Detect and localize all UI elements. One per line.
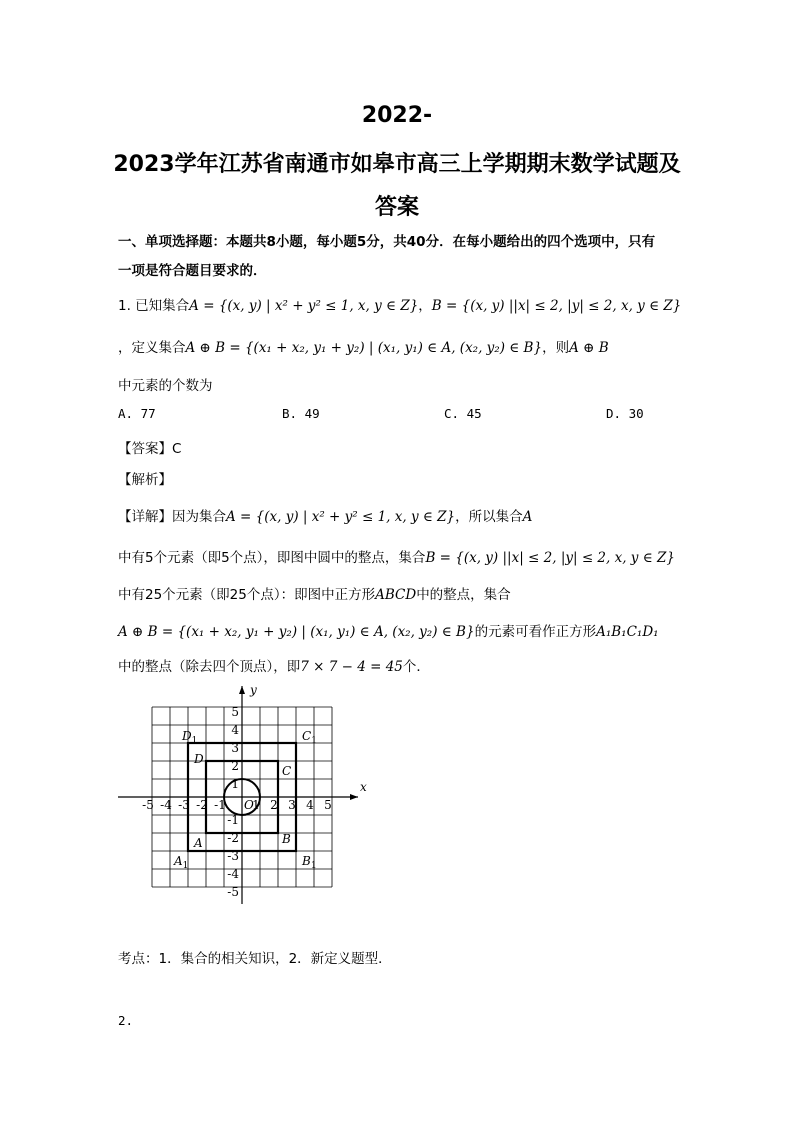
detail-line-3 <box>118 583 511 603</box>
section-heading-2: 一项是符合题目要求的． <box>118 263 267 279</box>
section-heading-1: 一、单项选择题：本题共8小题，每小题5分，共40分．在每小题给出的四个选项中，只有 <box>118 234 656 250</box>
detail-suffix: ，所以集合 <box>455 509 523 525</box>
detail-prefix: 【详解】因为集合 <box>118 509 226 525</box>
footer-note: 考点：1．集合的相关知识，2．新定义题型． <box>118 951 392 967</box>
detail-line-4 <box>118 620 659 640</box>
origin-label: O <box>244 798 254 812</box>
y-tick-label: -3 <box>227 849 239 863</box>
count-calc: 7 × 7 − 4 = 45 <box>300 659 403 675</box>
point-label-a1-subscript: 1 <box>182 861 189 871</box>
x-tick-label: 2 <box>270 798 278 812</box>
next-question-number: 2. <box>118 1013 134 1028</box>
set-a-expr: A = {(x, y) | x² + y² ≤ 1, x, y ∈ Z} <box>189 298 419 314</box>
question-number: 1. 已知集合 <box>118 298 190 314</box>
comma: ， <box>418 298 432 314</box>
option-b: B. 49 <box>282 406 320 421</box>
point-label-c1: $C_1$ <box>302 729 317 746</box>
y-tick-label: 4 <box>231 723 239 737</box>
x-axis-label: x <box>360 780 367 794</box>
point-label-d1-subscript: 1 <box>191 736 198 746</box>
detail-line-3-text-2: 中的整点，集合 <box>416 587 511 603</box>
detail-line-5-end: 个． <box>402 659 430 675</box>
x-tick-label: -1 <box>214 798 226 812</box>
point-label-d1: $D_1$ <box>182 729 198 746</box>
define-prefix: ，定义集合 <box>118 340 186 356</box>
y-tick-label: 3 <box>231 741 239 755</box>
analysis-label: 【解析】 <box>118 472 172 488</box>
option-d: D. 30 <box>606 406 644 421</box>
x-tick-label: -5 <box>142 798 154 812</box>
title-line-3: 答案 <box>374 195 419 220</box>
option-c: C. 45 <box>444 406 482 421</box>
x-tick-label: 3 <box>288 798 296 812</box>
title-line-2: 2023学年江苏省南通市如皋市高三上学期期末数学试题及 <box>113 152 681 177</box>
title-line-1: 2022- <box>361 103 433 128</box>
y-axis-label: y <box>250 684 257 697</box>
square-a1b1c1d1: A₁B₁C₁D₁ <box>596 624 659 640</box>
define-target: A ⊕ B <box>569 340 609 356</box>
x-tick-label: 1 <box>252 798 260 812</box>
detail-line-2 <box>118 546 675 566</box>
question-1-line-2 <box>118 336 609 356</box>
y-tick-label: -2 <box>227 831 239 845</box>
detail-set-b: B = {(x, y) ||x| ≤ 2, |y| ≤ 2, x, y ∈ Z} <box>425 550 675 566</box>
detail-line-3-text-1: 中有25个元素（即25个点）：即图中正方形 <box>118 587 376 603</box>
y-tick-label: 2 <box>231 759 239 773</box>
y-tick-label: 1 <box>231 777 239 791</box>
detail-line-1 <box>118 505 532 525</box>
y-tick-label: -4 <box>227 867 239 881</box>
define-expr: A ⊕ B = {(x₁ + x₂, y₁ + y₂) | (x₁, y₁) ∈ A, (x₂, y₂) ∈ B} <box>185 340 543 356</box>
x-tick-label: -2 <box>196 798 208 812</box>
set-b-expr: B = {(x, y) ||x| ≤ 2, |y| ≤ 2, x, y ∈ Z} <box>431 298 682 314</box>
point-label-d: D <box>194 752 204 766</box>
x-tick-label: 5 <box>324 798 332 812</box>
square-abcd: ABCD <box>375 587 417 603</box>
detail-line-5-text: 中的整点（除去四个顶点），即 <box>118 659 301 675</box>
point-label-b1: $B_1$ <box>302 854 317 871</box>
detail-sum-expr: A ⊕ B = {(x₁ + x₂, y₁ + y₂) | (x₁, y₁) ∈ A, (x₂, y₂) ∈ B} <box>118 624 475 640</box>
detail-set-a: A = {(x, y) | x² + y² ≤ 1, x, y ∈ Z} <box>226 509 456 525</box>
answer-label: 【答案】C <box>118 441 182 457</box>
point-label-b: B <box>282 832 291 846</box>
detail-line-5 <box>118 655 430 675</box>
y-tick-label: 5 <box>231 705 239 719</box>
detail-a: A <box>522 509 533 525</box>
question-1-ask: 中元素的个数为 <box>118 378 213 394</box>
detail-line-4-text: 的元素可看作正方形 <box>474 624 597 640</box>
x-tick-label: -4 <box>160 798 172 812</box>
x-tick-label: 4 <box>306 798 314 812</box>
axes <box>118 684 367 904</box>
question-1-line-1 <box>118 294 681 314</box>
point-label-a1: $A_1$ <box>174 854 189 871</box>
y-axis-arrow <box>239 686 245 694</box>
y-tick-label: -5 <box>227 885 239 899</box>
point-label-b1-subscript: 1 <box>310 861 317 871</box>
point-label-c: C <box>282 764 292 778</box>
point-label-a: A <box>194 836 203 850</box>
detail-line-2-text: 中有5个元素（即5个点），即图中圆中的整点，集合 <box>118 550 426 566</box>
x-tick-label: -3 <box>178 798 190 812</box>
point-label-c1-subscript: 1 <box>311 736 317 746</box>
option-a: A. 77 <box>118 406 156 421</box>
y-tick-label: -1 <box>227 813 239 827</box>
x-axis-arrow <box>350 794 358 800</box>
define-suffix: ，则 <box>542 340 570 356</box>
coordinate-grid-figure <box>116 684 376 906</box>
